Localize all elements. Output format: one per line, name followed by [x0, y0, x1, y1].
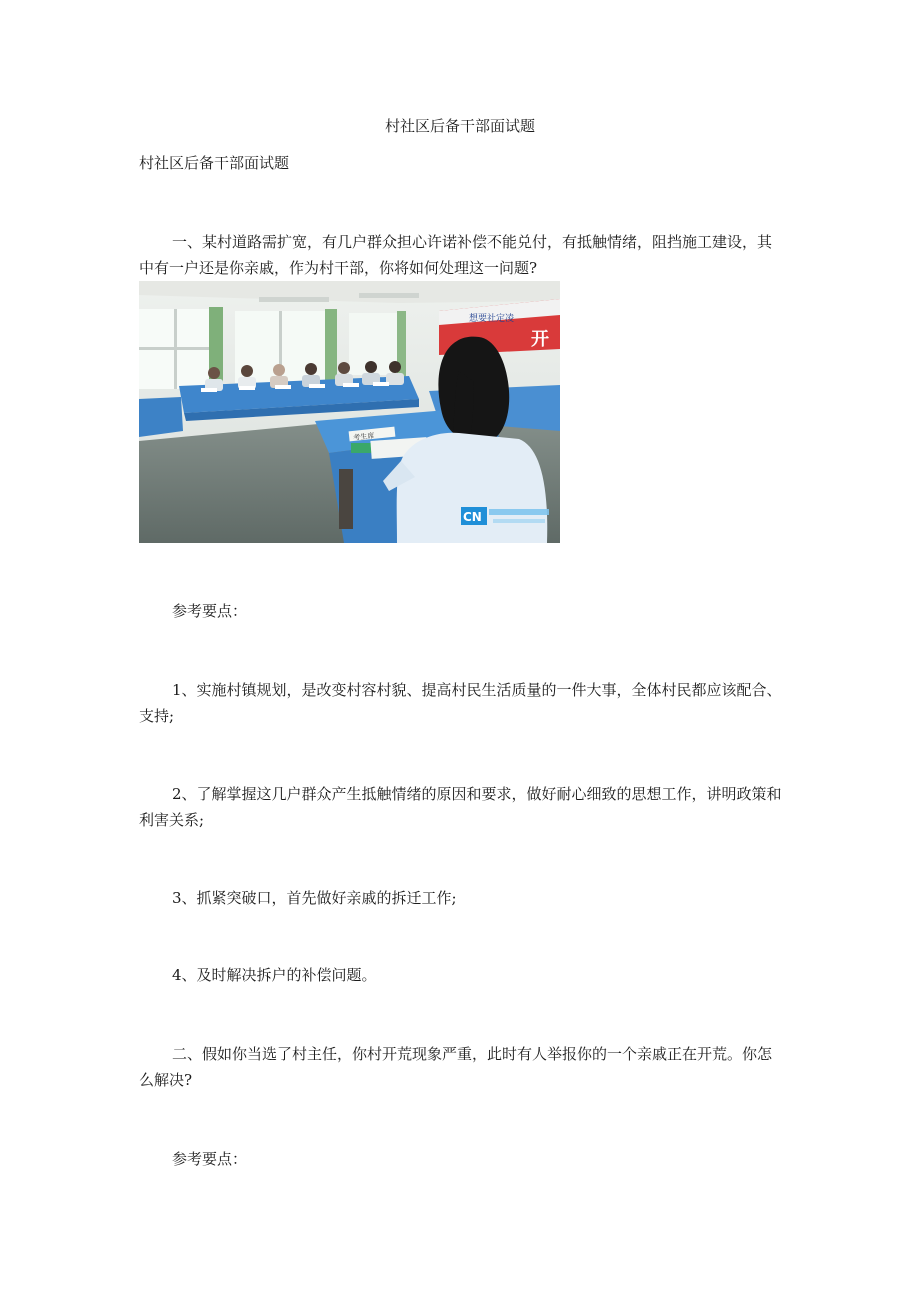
point-two: 2、了解掌握这几户群众产生抵触情绪的原因和要求，做好耐心细致的思想工作，讲明政策和利害关系; [139, 785, 782, 829]
question-one: 一、某村道路需扩宽，有几户群众担心许诺补偿不能兑付，有抵触情绪，阻挡施工建设，其中有一户还是你亲戚，作为村干部，你将如何处理这一问题? [139, 233, 773, 277]
document-title: 村社区后备干部面试题 [384, 117, 535, 135]
document-subtitle: 村社区后备干部面试题 [139, 154, 290, 172]
point-four: 4、及时解决拆户的补偿问题。 [172, 966, 377, 984]
reference-points-label-2: 参考要点： [172, 1150, 248, 1168]
banner-text-lower: 开 [531, 329, 549, 350]
point-three: 3、抓紧突破口，首先做好亲戚的拆迁工作; [172, 889, 457, 907]
reference-points-label: 参考要点： [172, 602, 248, 620]
interview-photo [139, 281, 560, 543]
question-two: 二、假如你当选了村主任，你村开荒现象严重，此时有人举报你的一个亲戚正在开荒。你怎么解决? [139, 1045, 773, 1089]
banner-text-upper: 想要社定凌 [469, 314, 515, 324]
watermark-logo: CN [463, 510, 482, 524]
point-one: 1、实施村镇规划，是改变村容村貌、提高村民生活质量的一件大事，全体村民都应该配合、支持; [139, 681, 782, 725]
desk-sign: 考生席 [352, 431, 375, 442]
